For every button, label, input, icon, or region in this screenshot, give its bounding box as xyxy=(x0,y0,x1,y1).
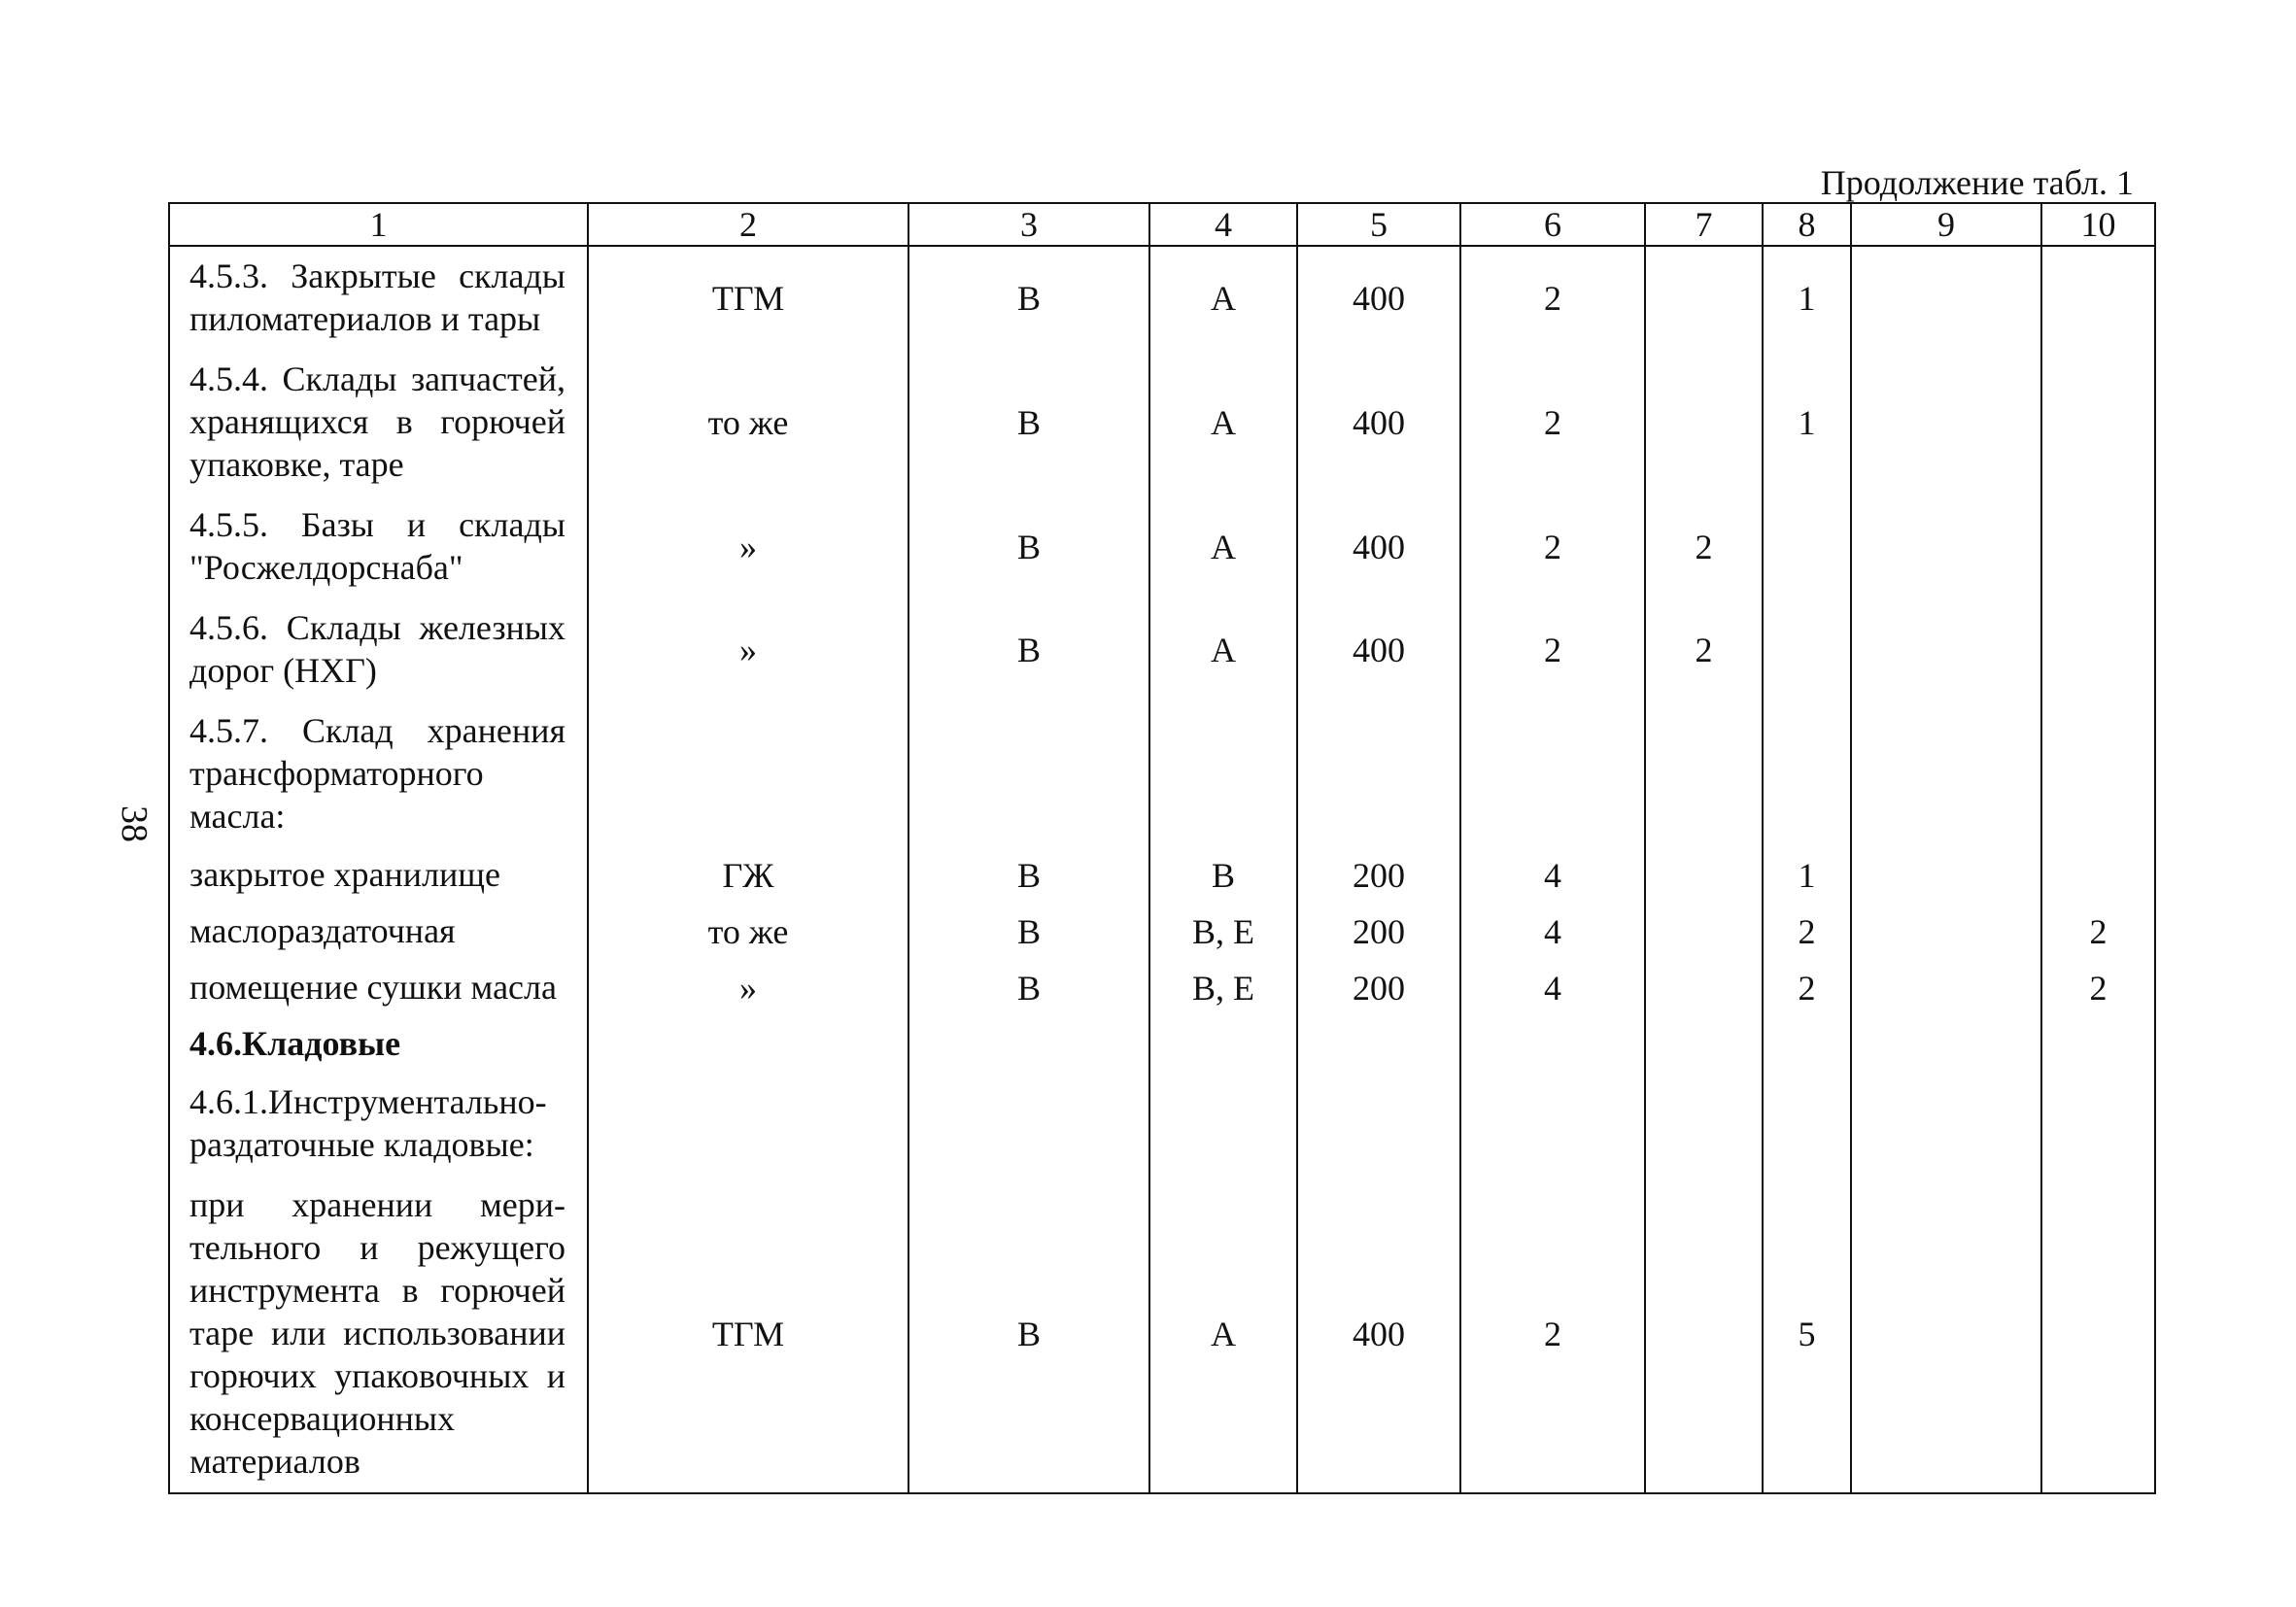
cell-col-3: В xyxy=(908,246,1149,350)
cell-col-2 xyxy=(588,1073,908,1176)
cell-col-6 xyxy=(1460,1016,1645,1073)
table-continuation-label: Продолжение табл. 1 xyxy=(1820,163,2134,202)
cell-col-6 xyxy=(1460,1073,1645,1176)
cell-col-3: В xyxy=(908,350,1149,496)
cell-col-3: В xyxy=(908,904,1149,960)
cell-col-2: ТГМ xyxy=(588,246,908,350)
table-row xyxy=(169,701,2155,847)
table-row xyxy=(169,350,2155,496)
row-name: при хранении мерительного и режущего инструмента в горючей таре или использовании горючих упаковочных и консервационных материалов xyxy=(169,1176,588,1493)
cell-col-2: то же xyxy=(588,904,908,960)
cell-col-5 xyxy=(1297,1073,1460,1176)
row-name: 4.5.3. Закрытые склады пиломатериалов и тары xyxy=(169,246,588,350)
column-header-9: 9 xyxy=(1851,203,2041,246)
cell-col-7 xyxy=(1645,246,1763,350)
row-name: 4.6.1.Инструментально-раздаточные кладовые: xyxy=(169,1073,588,1176)
cell-col-9 xyxy=(1851,496,2041,598)
cell-col-7 xyxy=(1645,904,1763,960)
cell-col-4: А xyxy=(1149,246,1297,350)
cell-col-8 xyxy=(1763,496,1851,598)
row-name: закрытое хранилище xyxy=(169,847,588,904)
cell-col-8 xyxy=(1763,1016,1851,1073)
cell-col-5 xyxy=(1297,701,1460,847)
column-header-7: 7 xyxy=(1645,203,1763,246)
cell-col-10 xyxy=(2041,1073,2155,1176)
row-name: помещение сушки масла xyxy=(169,960,588,1016)
cell-col-5: 400 xyxy=(1297,1176,1460,1493)
row-name: маслораздаточная xyxy=(169,904,588,960)
cell-col-5: 400 xyxy=(1297,350,1460,496)
cell-col-3: В xyxy=(908,960,1149,1016)
column-header-5: 5 xyxy=(1297,203,1460,246)
cell-col-3 xyxy=(908,1016,1149,1073)
cell-col-10 xyxy=(2041,246,2155,350)
cell-col-7 xyxy=(1645,960,1763,1016)
cell-col-7 xyxy=(1645,350,1763,496)
cell-col-10 xyxy=(2041,598,2155,701)
cell-col-6: 2 xyxy=(1460,598,1645,701)
cell-col-8: 1 xyxy=(1763,350,1851,496)
cell-col-2: ГЖ xyxy=(588,847,908,904)
cell-col-2: » xyxy=(588,960,908,1016)
cell-col-8: 5 xyxy=(1763,1176,1851,1493)
cell-col-9 xyxy=(1851,1016,2041,1073)
cell-col-9 xyxy=(1851,701,2041,847)
cell-col-8 xyxy=(1763,598,1851,701)
cell-col-9 xyxy=(1851,960,2041,1016)
cell-col-6 xyxy=(1460,701,1645,847)
cell-col-6: 2 xyxy=(1460,246,1645,350)
cell-col-4: А xyxy=(1149,598,1297,701)
cell-col-7 xyxy=(1645,701,1763,847)
cell-col-10 xyxy=(2041,496,2155,598)
cell-col-6: 4 xyxy=(1460,960,1645,1016)
cell-col-8: 2 xyxy=(1763,904,1851,960)
cell-col-5: 400 xyxy=(1297,598,1460,701)
cell-col-4: А xyxy=(1149,1176,1297,1493)
row-name: 4.5.6. Склады железных дорог (НХГ) xyxy=(169,598,588,701)
table-row xyxy=(169,1073,2155,1176)
table-row xyxy=(169,1176,2155,1493)
table-row xyxy=(169,847,2155,904)
cell-col-9 xyxy=(1851,1176,2041,1493)
cell-col-10 xyxy=(2041,847,2155,904)
cell-col-9 xyxy=(1851,904,2041,960)
row-name: 4.5.4. Склады запчастей, хранящихся в горючей упаковке, таре xyxy=(169,350,588,496)
cell-col-4: А xyxy=(1149,350,1297,496)
page-number: 38 xyxy=(114,805,154,842)
cell-col-2 xyxy=(588,1016,908,1073)
cell-col-3: В xyxy=(908,496,1149,598)
norms-table xyxy=(168,202,2156,1494)
cell-col-9 xyxy=(1851,847,2041,904)
cell-col-5: 200 xyxy=(1297,847,1460,904)
cell-col-7 xyxy=(1645,1016,1763,1073)
table-row xyxy=(169,960,2155,1016)
table-row xyxy=(169,246,2155,350)
cell-col-7: 2 xyxy=(1645,598,1763,701)
cell-col-5 xyxy=(1297,1016,1460,1073)
cell-col-5: 200 xyxy=(1297,960,1460,1016)
cell-col-8: 1 xyxy=(1763,246,1851,350)
cell-col-4: В, Е xyxy=(1149,904,1297,960)
cell-col-3: В xyxy=(908,1176,1149,1493)
table-row xyxy=(169,598,2155,701)
cell-col-2: » xyxy=(588,496,908,598)
cell-col-6: 4 xyxy=(1460,904,1645,960)
table-row xyxy=(169,1016,2155,1073)
cell-col-8: 2 xyxy=(1763,960,1851,1016)
cell-col-6: 2 xyxy=(1460,496,1645,598)
cell-col-8 xyxy=(1763,1073,1851,1176)
section-heading: 4.6.Кладовые xyxy=(169,1016,588,1073)
cell-col-9 xyxy=(1851,246,2041,350)
cell-col-10 xyxy=(2041,350,2155,496)
cell-col-5: 400 xyxy=(1297,496,1460,598)
column-header-10: 10 xyxy=(2041,203,2155,246)
cell-col-10 xyxy=(2041,701,2155,847)
cell-col-2: ТГМ xyxy=(588,1176,908,1493)
cell-col-4 xyxy=(1149,1073,1297,1176)
column-header-3: 3 xyxy=(908,203,1149,246)
cell-col-10: 2 xyxy=(2041,960,2155,1016)
cell-col-4 xyxy=(1149,1016,1297,1073)
cell-col-2 xyxy=(588,701,908,847)
column-header-8: 8 xyxy=(1763,203,1851,246)
table-row xyxy=(169,496,2155,598)
cell-col-6: 2 xyxy=(1460,1176,1645,1493)
cell-col-3 xyxy=(908,1073,1149,1176)
cell-col-3: В xyxy=(908,598,1149,701)
cell-col-10 xyxy=(2041,1176,2155,1493)
cell-col-9 xyxy=(1851,1073,2041,1176)
cell-col-4: В, Е xyxy=(1149,960,1297,1016)
cell-col-8 xyxy=(1763,701,1851,847)
cell-col-7 xyxy=(1645,1073,1763,1176)
cell-col-3 xyxy=(908,701,1149,847)
cell-col-7 xyxy=(1645,1176,1763,1493)
cell-col-3: В xyxy=(908,847,1149,904)
cell-col-4 xyxy=(1149,701,1297,847)
cell-col-8: 1 xyxy=(1763,847,1851,904)
column-header-1: 1 xyxy=(169,203,588,246)
cell-col-4: А xyxy=(1149,496,1297,598)
cell-col-6: 4 xyxy=(1460,847,1645,904)
cell-col-5: 400 xyxy=(1297,246,1460,350)
cell-col-4: В xyxy=(1149,847,1297,904)
row-name: 4.5.5. Базы и склады "Росжелдорснаба" xyxy=(169,496,588,598)
cell-col-2: то же xyxy=(588,350,908,496)
cell-col-9 xyxy=(1851,350,2041,496)
column-header-2: 2 xyxy=(588,203,908,246)
table-header-row xyxy=(169,203,2155,246)
cell-col-7: 2 xyxy=(1645,496,1763,598)
cell-col-9 xyxy=(1851,598,2041,701)
column-header-4: 4 xyxy=(1149,203,1297,246)
cell-col-10 xyxy=(2041,1016,2155,1073)
cell-col-7 xyxy=(1645,847,1763,904)
cell-col-5: 200 xyxy=(1297,904,1460,960)
row-name: 4.5.7. Склад хранения трансформаторного масла: xyxy=(169,701,588,847)
cell-col-2: » xyxy=(588,598,908,701)
cell-col-6: 2 xyxy=(1460,350,1645,496)
column-header-6: 6 xyxy=(1460,203,1645,246)
cell-col-10: 2 xyxy=(2041,904,2155,960)
table-row xyxy=(169,904,2155,960)
